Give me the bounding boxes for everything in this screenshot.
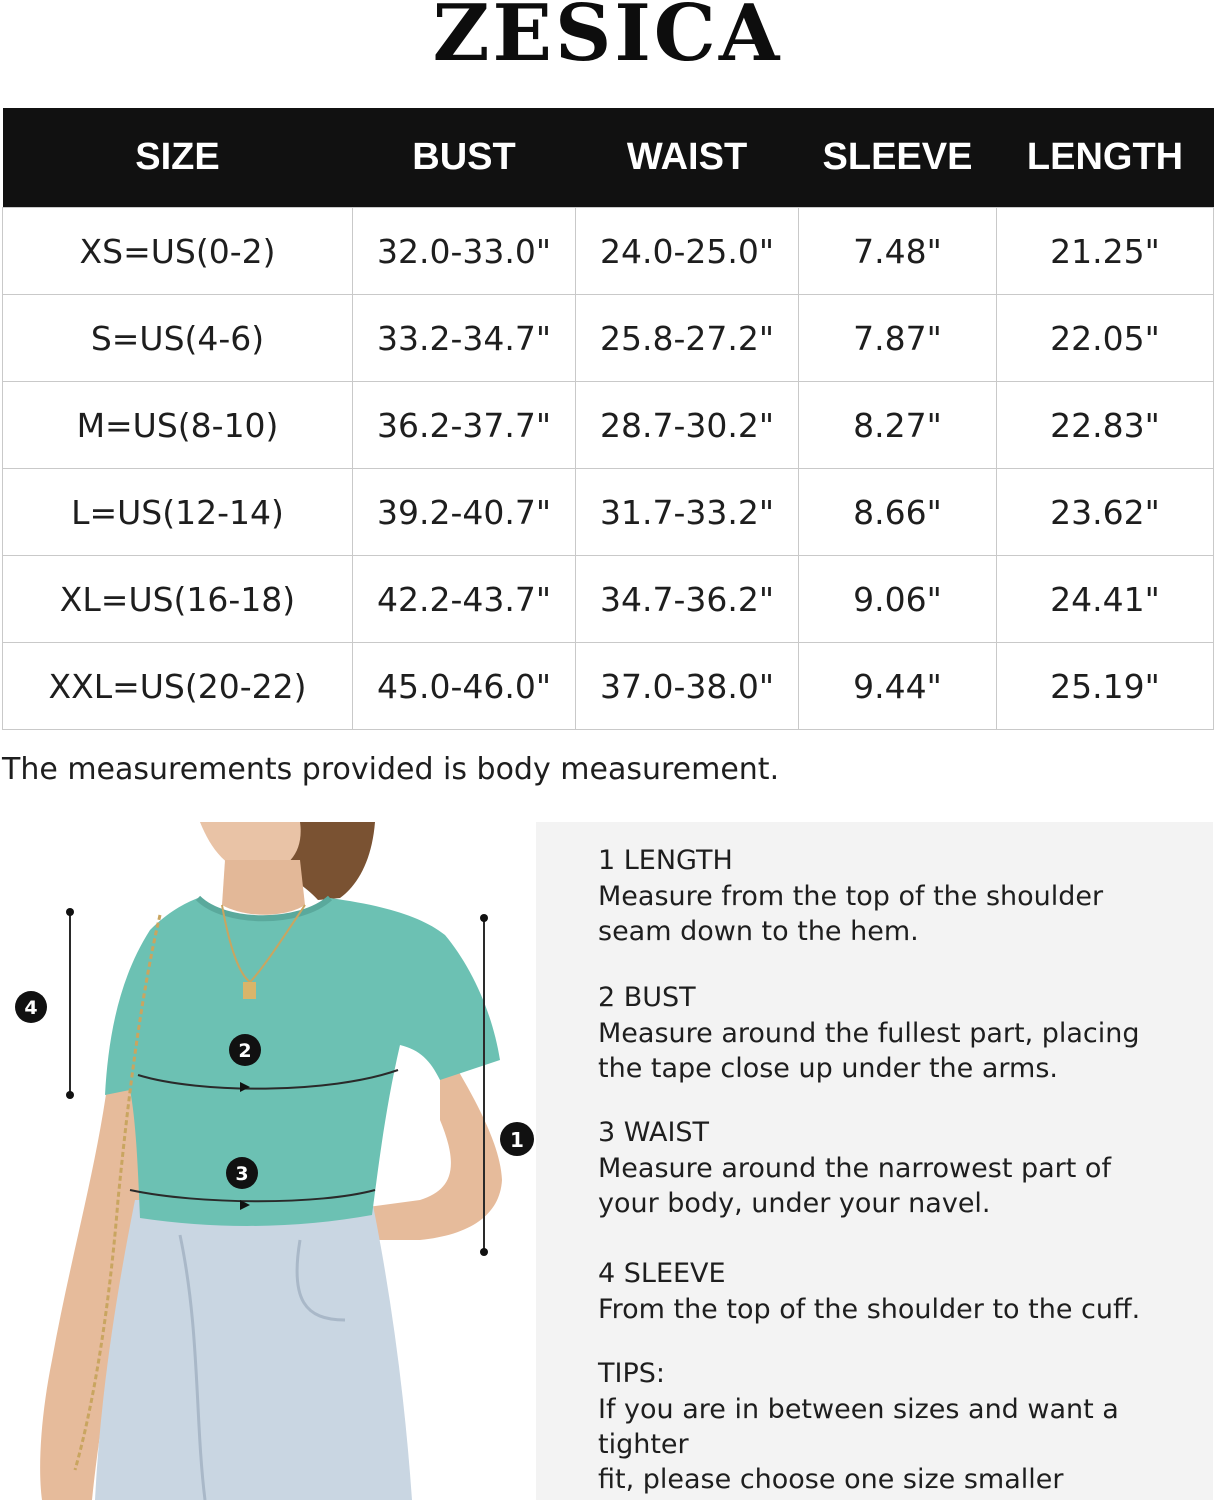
guide-text: Measure from the top of the shoulder (598, 881, 1104, 912)
guide-title: 3 WAIST (598, 1117, 710, 1148)
header-size: SIZE (3, 108, 353, 208)
guide-tips (598, 1356, 1208, 1497)
cell-waist: 31.7-33.2" (576, 469, 799, 556)
cell-bust: 42.2-43.7" (353, 556, 576, 643)
cell-bust: 39.2-40.7" (353, 469, 576, 556)
measurement-note: The measurements provided is body measurement. (2, 752, 780, 787)
guide-length (598, 843, 1208, 949)
cell-size: M=US(8-10) (3, 382, 353, 469)
header-bust: BUST (353, 108, 576, 208)
cell-size: XL=US(16-18) (3, 556, 353, 643)
marker-number: 3 (235, 1163, 249, 1185)
length-line-endpoint (480, 914, 488, 922)
cell-size: S=US(4-6) (3, 295, 353, 382)
cell-bust: 45.0-46.0" (353, 643, 576, 730)
cell-size: L=US(12-14) (3, 469, 353, 556)
cell-waist: 37.0-38.0" (576, 643, 799, 730)
cell-length: 22.83" (997, 382, 1214, 469)
cell-sleeve: 9.44" (799, 643, 997, 730)
marker-number: 4 (24, 997, 38, 1019)
table-row (3, 208, 1214, 295)
guide-text: Measure around the narrowest part of (598, 1153, 1111, 1184)
length-line-endpoint (480, 1248, 488, 1256)
cell-size: XS=US(0-2) (3, 208, 353, 295)
neck-shape (222, 860, 305, 915)
guide-text: If you are in between sizes and want a tighter (598, 1394, 1119, 1460)
guide-sleeve (598, 1256, 1208, 1327)
size-chart-table (2, 108, 1214, 730)
guide-text: Measure around the fullest part, placing (598, 1018, 1140, 1049)
guide-text: fit, please choose one size smaller (598, 1464, 1064, 1495)
jeans-shape (95, 1200, 412, 1500)
cell-sleeve: 8.66" (799, 469, 997, 556)
cell-bust: 33.2-34.7" (353, 295, 576, 382)
cell-sleeve: 8.27" (799, 382, 997, 469)
brand-logo: ZESICA (432, 0, 783, 79)
marker-length (500, 1122, 534, 1156)
guide-text: From the top of the shoulder to the cuff. (598, 1294, 1141, 1325)
cell-length: 24.41" (997, 556, 1214, 643)
cell-sleeve: 7.87" (799, 295, 997, 382)
marker-number: 1 (510, 1128, 524, 1152)
guide-waist (598, 1115, 1208, 1221)
marker-waist (226, 1157, 258, 1189)
guide-text: seam down to the hem. (598, 916, 919, 947)
cell-bust: 32.0-33.0" (353, 208, 576, 295)
sleeve-line-endpoint (66, 1091, 74, 1099)
table-row (3, 643, 1214, 730)
marker-sleeve (15, 991, 47, 1023)
shirt-shape (105, 898, 500, 1226)
table-row (3, 556, 1214, 643)
necklace-pendant (243, 982, 256, 999)
guide-title: 2 BUST (598, 982, 696, 1013)
guide-title: 4 SLEEVE (598, 1258, 726, 1289)
guide-title: 1 LENGTH (598, 845, 733, 876)
cell-bust: 36.2-37.7" (353, 382, 576, 469)
cell-waist: 24.0-25.0" (576, 208, 799, 295)
cell-length: 21.25" (997, 208, 1214, 295)
table-row (3, 295, 1214, 382)
guide-bust (598, 980, 1208, 1086)
cell-sleeve: 9.06" (799, 556, 997, 643)
cell-size: XXL=US(20-22) (3, 643, 353, 730)
cell-waist: 28.7-30.2" (576, 382, 799, 469)
marker-bust (229, 1034, 261, 1066)
marker-number: 2 (238, 1040, 252, 1062)
guide-text: your body, under your navel. (598, 1188, 991, 1219)
table-header-row (3, 108, 1214, 208)
guide-title: TIPS: (598, 1358, 665, 1389)
cell-waist: 34.7-36.2" (576, 556, 799, 643)
cell-length: 23.62" (997, 469, 1214, 556)
cell-sleeve: 7.48" (799, 208, 997, 295)
sleeve-line-endpoint (66, 908, 74, 916)
cell-length: 25.19" (997, 643, 1214, 730)
header-sleeve: SLEEVE (799, 108, 997, 208)
header-waist: WAIST (576, 108, 799, 208)
model-photo (0, 822, 536, 1500)
table-row (3, 469, 1214, 556)
table-row (3, 382, 1214, 469)
cell-waist: 25.8-27.2" (576, 295, 799, 382)
model-illustration (0, 822, 536, 1500)
cell-length: 22.05" (997, 295, 1214, 382)
header-length: LENGTH (997, 108, 1214, 208)
guide-text: the tape close up under the arms. (598, 1053, 1058, 1084)
